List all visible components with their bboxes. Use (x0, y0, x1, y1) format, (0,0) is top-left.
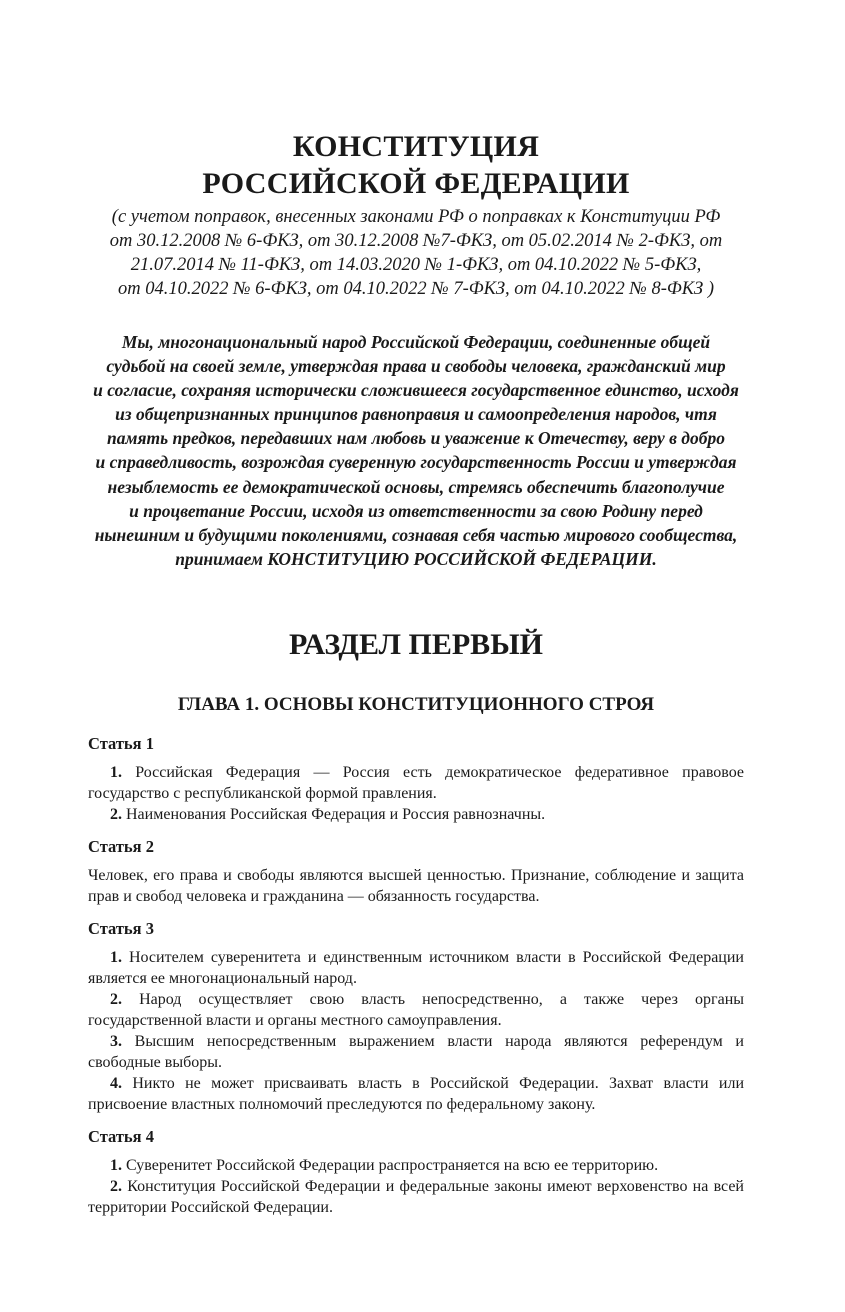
paragraph-text: Российская Федерация — Россия есть демократическое федеративное правовое государство с республиканской формой правления. (88, 764, 744, 802)
preamble-line: и процветание России, исходя из ответственности за свою Родину перед (129, 500, 703, 521)
amendments-note (78, 205, 754, 301)
article-paragraph (88, 804, 744, 825)
article-3 (88, 918, 744, 1115)
paragraph-text: Человек, его права и свободы являются высшей ценностью. Признание, соблюдение и защита прав и свобод человека и гражданина — обязанность государства. (88, 867, 744, 905)
preamble (78, 330, 754, 571)
paragraph-text: Конституция Российской Федерации и федеральные законы имеют верховенство на всей территории Российской Федерации. (88, 1178, 744, 1216)
title-line-1: КОНСТИТУЦИЯ (292, 130, 540, 163)
preamble-line: судьбой на своей земле, утверждая права и свободы человека, гражданский мир (106, 356, 726, 377)
chapter-title: ГЛАВА 1. ОСНОВЫ КОНСТИТУЦИОННОГО СТРОЯ (177, 694, 655, 715)
paragraph-number: 2. (110, 806, 122, 823)
paragraph-text: Наименования Российская Федерация и Россия равнозначны. (122, 806, 546, 823)
section-title: РАЗДЕЛ ПЕРВЫЙ (289, 628, 543, 661)
article-paragraph (88, 1155, 744, 1176)
article-paragraph (88, 865, 744, 907)
article-heading: Статья 4 (88, 1127, 154, 1146)
preamble-line: из общепризнанных принципов равноправия и самоопределения народов, чтя (115, 404, 717, 425)
article-paragraph (88, 1073, 744, 1115)
paragraph-number: 1. (110, 949, 122, 966)
preamble-line: принимаем КОНСТИТУЦИЮ РОССИЙСКОЙ ФЕДЕРАЦИИ. (175, 548, 657, 569)
document-title (88, 128, 744, 202)
amendments-line: (с учетом поправок, внесенных законами РФ о поправках к Конституции РФ (111, 207, 721, 227)
preamble-line: и справедливость, возрождая суверенную государственность России и утверждая (95, 452, 737, 473)
preamble-line: Мы, многонациональный народ Российской Федерации, соединенные общей (121, 332, 711, 352)
preamble-line: и согласие, сохраняя исторически сложившееся государственное единство, исходя (93, 380, 739, 401)
paragraph-number: 1. (110, 764, 122, 781)
article-1 (88, 733, 744, 825)
article-paragraph (88, 762, 744, 804)
amendments-line: 21.07.2014 № 11-ФКЗ, от 14.03.2020 № 1-ФКЗ, от 04.10.2022 № 5-ФКЗ, (130, 255, 702, 275)
preamble-line: память предков, передавших нам любовь и уважение к Отечеству, веру в добро (107, 428, 725, 449)
paragraph-text: Народ осуществляет свою власть непосредственно, а также через органы государственной власти и органы местного самоуправления. (88, 991, 744, 1029)
preamble-line: незыблемость ее демократической основы, стремясь обеспечить благополучие (107, 476, 725, 497)
preamble-line: нынешним и будущими поколениями, сознавая себя частью мирового сообщества, (94, 524, 738, 545)
amendments-line: от 30.12.2008 № 6-ФКЗ, от 30.12.2008 №7-ФКЗ, от 05.02.2014 № 2-ФКЗ, от (109, 231, 723, 251)
title-line-2: РОССИЙСКОЙ ФЕДЕРАЦИИ (202, 167, 630, 200)
paragraph-number: 4. (110, 1075, 122, 1092)
article-4 (88, 1126, 744, 1218)
paragraph-number: 2. (110, 991, 122, 1008)
paragraph-text: Высшим непосредственным выражением власти народа являются референдум и свободные выборы. (88, 1033, 744, 1071)
article-heading: Статья 1 (88, 734, 154, 753)
articles-list (88, 733, 744, 1229)
article-2 (88, 836, 744, 907)
article-paragraph (88, 989, 744, 1031)
article-heading: Статья 2 (88, 837, 154, 856)
paragraph-text: Носителем суверенитета и единственным источником власти в Российской Федерации является ее многонациональный народ. (88, 949, 744, 987)
paragraph-number: 1. (110, 1157, 122, 1174)
paragraph-number: 3. (110, 1033, 122, 1050)
article-paragraph (88, 947, 744, 989)
amendments-line: от 04.10.2022 № 6-ФКЗ, от 04.10.2022 № 7-ФКЗ, от 04.10.2022 № 8-ФКЗ ) (117, 279, 715, 299)
paragraph-text: Суверенитет Российской Федерации распространяется на всю ее территорию. (122, 1157, 659, 1174)
paragraph-text: Никто не может присваивать власть в Российской Федерации. Захват власти или присвоение властных полномочий преследуются по федеральному закону. (88, 1075, 744, 1113)
article-paragraph (88, 1176, 744, 1218)
paragraph-number: 2. (110, 1178, 122, 1195)
article-heading: Статья 3 (88, 919, 154, 938)
article-paragraph (88, 1031, 744, 1073)
